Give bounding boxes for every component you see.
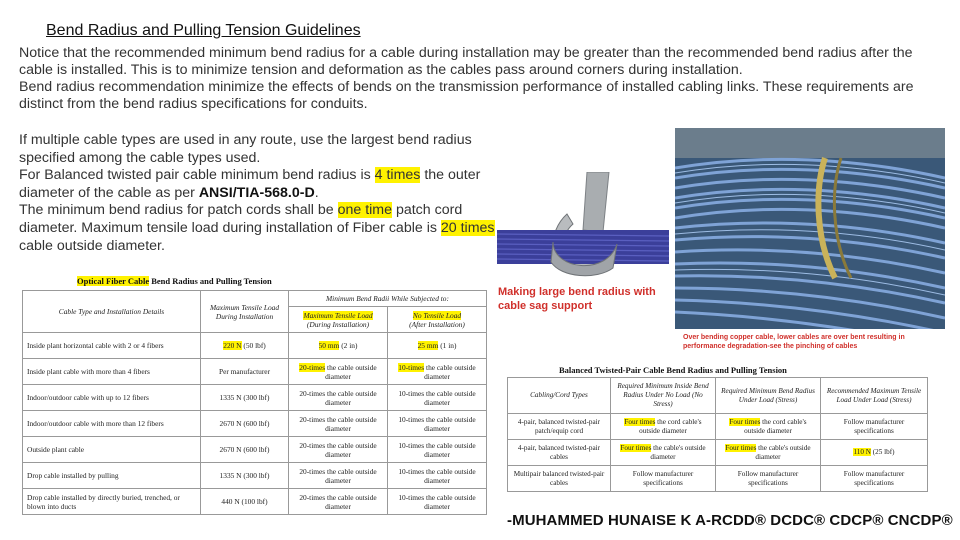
header-during-installation: Maximum Tensile Load (During Installation) <box>289 307 388 333</box>
fiber-bend-radius-table <box>22 290 487 515</box>
highlight-one-time: one time <box>337 202 393 219</box>
table-row: Outside plant cable 2670 N (600 lbf) 20-times the cable outside diameter 10-times the cable outside diameter <box>23 437 487 463</box>
header-cabling-type: Cabling/Cord Types <box>508 378 611 414</box>
table-row: 4-pair, balanced twisted-pair patch/equip cord Four times the cord cable's outside diameter Four times the cord cable's outside diameter Follow manufacturer specifications <box>508 414 928 440</box>
twisted-pair-table-title: Balanced Twisted-Pair Cable Bend Radius and Pulling Tension <box>559 365 787 375</box>
guideline-line-2: For Balanced twisted pair cable minimum bend radius is 4 times the outer diameter of the cable as per ANSI/TIA-568.0-D. <box>19 167 481 201</box>
standard-name: ANSI/TIA-568.0-D <box>198 184 315 201</box>
header-max-tensile-load: Maximum Tensile Load During Installation <box>201 291 289 333</box>
highlight-4-times: 4 times <box>374 167 421 184</box>
header-min-bend-radii: Minimum Bend Radii While Subjected to: <box>289 291 487 307</box>
intro-text <box>19 45 949 113</box>
j-hook-photo <box>497 172 669 282</box>
guideline-line-3: The minimum bend radius for patch cords shall be one time patch cord diameter. Maximum tensile load during installation of Fiber cable is 20 times cable outside diameter. <box>19 202 495 254</box>
overbent-cable-photo <box>675 128 945 329</box>
j-hook-caption: Making large bend radius with cable sag support <box>498 286 656 312</box>
intro-paragraph-2: Bend radius recommendation minimize the effects of bends on the transmission performance of installed cabling links. These requirements are distinct from the bend radius specifications for conduits. <box>19 79 914 112</box>
table-row: Inside plant cable with more than 4 fibers Per manufacturer 20-times the cable outside diameter 10-times the cable outside diameter <box>23 359 487 385</box>
header-load-radius: Required Minimum Bend Radius Under Load (Stress) <box>716 378 821 414</box>
header-max-tensile: Recommended Maximum Tensile Load Under Load (Stress) <box>821 378 928 414</box>
table-row: Indoor/outdoor cable with up to 12 fibers 1335 N (300 lbf) 20-times the cable outside diameter 10-times the cable outside diameter <box>23 385 487 411</box>
table-row: Inside plant horizontal cable with 2 or 4 fibers 220 N (50 lbf) 50 mm (2 in) 25 mm (1 in) <box>23 333 487 359</box>
overbent-cable-caption: Over bending copper cable, lower cables are over bent resulting in performance degradation-see the pinching of cables <box>683 334 905 350</box>
author-signature: -MUHAMMED HUNAISE K A-RCDD® DCDC® CDCP® CNCDP® <box>507 512 953 529</box>
twisted-pair-table <box>507 377 928 492</box>
guideline-line-1: If multiple cable types are used in any route, use the largest bend radius specified among the cable types used. <box>19 132 472 166</box>
table-row: Multipair balanced twisted-pair cables Follow manufacturer specifications Follow manufacturer specifications Follow manufacturer specifications <box>508 466 928 492</box>
fiber-table-title: Optical Fiber Cable Bend Radius and Pulling Tension <box>77 276 272 286</box>
table-row: Drop cable installed by pulling 1335 N (300 lbf) 20-times the cable outside diameter 10-times the cable outside diameter <box>23 463 487 489</box>
guideline-text <box>19 132 499 255</box>
header-cable-type: Cable Type and Installation Details <box>23 291 201 333</box>
table-row: Drop cable installed by directly buried, trenched, or blown into ducts 440 N (100 lbf) 20-times the cable outside diameter 10-times the cable outside diameter <box>23 489 487 515</box>
highlight-20-times: 20 times <box>440 219 495 236</box>
header-no-load-radius: Required Minimum Inside Bend Radius Under No Load (No Stress) <box>611 378 716 414</box>
header-after-installation: No Tensile Load (After Installation) <box>388 307 487 333</box>
table-row: Indoor/outdoor cable with more than 12 fibers 2670 N (600 lbf) 20-times the cable outside diameter 10-times the cable outside diameter <box>23 411 487 437</box>
intro-paragraph-1: Notice that the recommended minimum bend radius for a cable during installation may be greater than the recommended bend radius after the cable is installed. This is to minimize tension and deformation as the cables pass around corners during installation. <box>19 45 913 78</box>
page-title: Bend Radius and Pulling Tension Guidelines <box>46 22 361 39</box>
table-row: 4-pair, balanced twisted-pair cables Four times the cable's outside diameter Four times the cable's outside diameter 110 N (25 lbf) <box>508 440 928 466</box>
